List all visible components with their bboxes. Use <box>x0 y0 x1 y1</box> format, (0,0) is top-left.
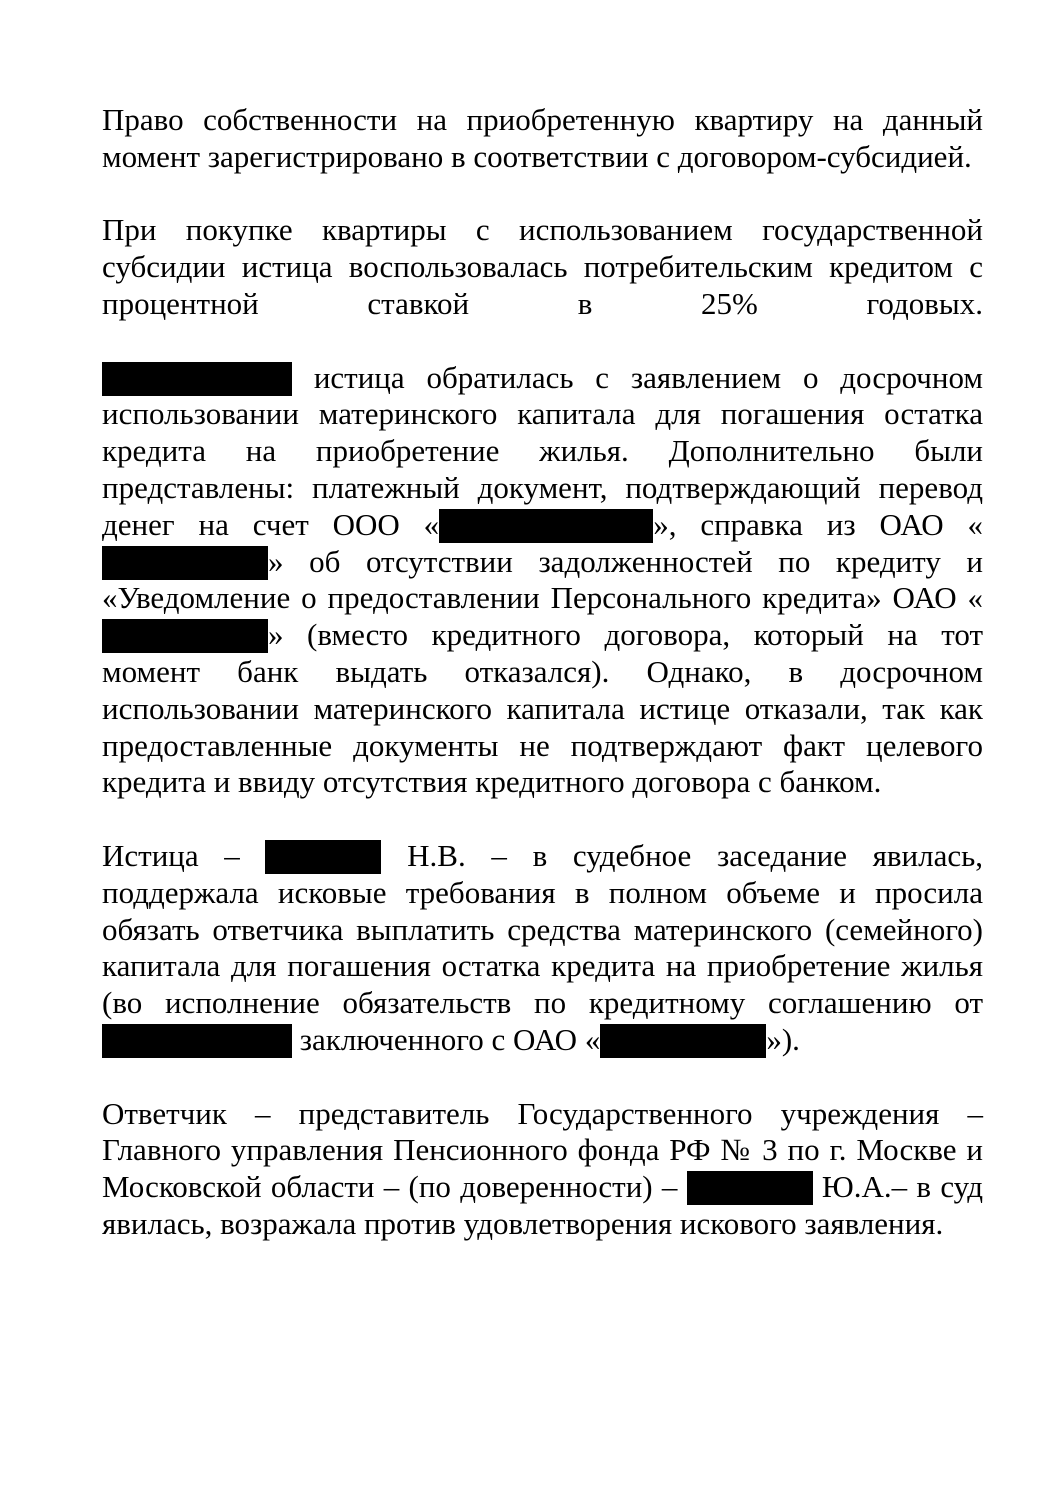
redaction-block <box>265 840 381 874</box>
paragraph-ownership-text: Право собственности на приобретенную квартиру на данный момент зарегистрировано в соответствии с договором-субсидией. <box>102 102 983 174</box>
paragraph-application-text-2: », справка из ОАО « <box>653 506 983 542</box>
paragraph-defendant-text-2: Ю.А.– в суд явилась, возражала против удовлетворения искового заявления. <box>102 1169 984 1241</box>
paragraph-application-text-4: » (вместо кредитного договора, который на тот момент банк выдать отказался). Однако, в досрочном использовании материнского капитала истице отказали, так как предоставленные документы не подтверждают факт целевого кредита и ввиду отсутствия кредитного договора с банком. <box>102 617 983 800</box>
paragraph-plaintiff-text-1: Истица – <box>102 837 266 873</box>
redaction-block <box>102 546 268 580</box>
redaction-block <box>439 509 653 543</box>
redaction-block <box>102 1024 292 1058</box>
paragraph-plaintiff-text-3: заключенного с ОАО « <box>292 1021 601 1057</box>
paragraph-ownership <box>102 102 983 176</box>
paragraph-plaintiff-text-2: Н.В. – в судебное заседание явилась, поддержала исковые требования в полном объеме и просила обязать ответчика выплатить средства материнского (семейного) капитала для погашения остатка кредита на приобретение жилья (во исполнение обязательств по кредитному соглашению от <box>102 837 983 1021</box>
paragraph-plaintiff-text-4: »). <box>766 1021 800 1057</box>
paragraph-purchase <box>102 212 983 322</box>
redaction-block <box>102 619 268 653</box>
document-page <box>102 102 983 1280</box>
paragraph-plaintiff <box>102 838 983 1059</box>
paragraph-defendant-text-1: Ответчик – представитель Государственного учреждения – Главного управления Пенсионного фонда РФ № 3 по г. Москве и Московской области – (по доверенности) – <box>102 1095 983 1205</box>
paragraph-purchase-text: При покупке квартиры с использованием государственной субсидии истица воспользовалась потребительским кредитом с процентной ставкой в 25% годовых. <box>102 212 983 321</box>
redaction-block <box>102 362 292 396</box>
redaction-block <box>600 1024 766 1058</box>
paragraph-application-text-3: » об отсутствии задолженностей по кредиту и «Уведомление о предоставлении Персонального кредита» ОАО « <box>102 543 983 616</box>
redaction-block <box>687 1171 813 1205</box>
paragraph-application-text-1: истица обратилась с заявлением о досрочном использовании материнского капитала для погашения остатка кредита на приобретение жилья. Дополнительно были представлены: платежный документ, подтверждающий перевод денег на счет ООО « <box>102 359 983 542</box>
paragraph-application <box>102 360 983 802</box>
paragraph-defendant <box>102 1096 983 1243</box>
